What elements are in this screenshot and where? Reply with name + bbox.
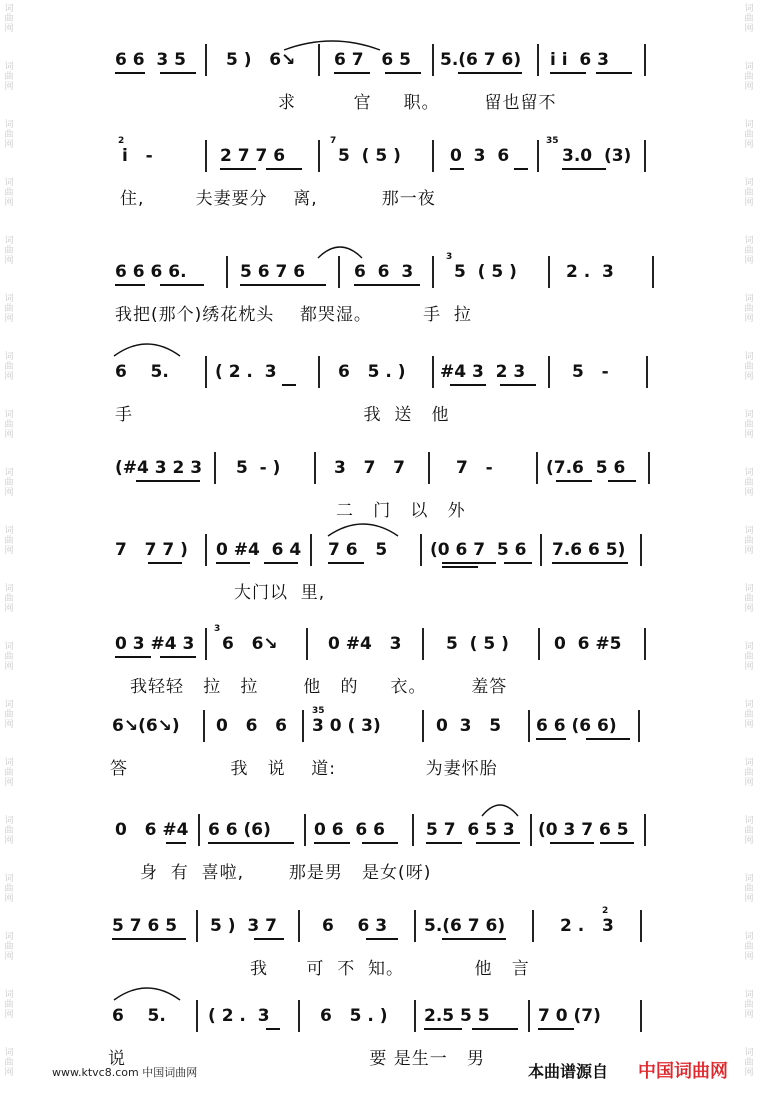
bar-line [414, 1000, 416, 1032]
bar-line [548, 256, 550, 288]
bar-line [538, 628, 540, 660]
bar-line [640, 910, 642, 942]
beam-underline [328, 562, 364, 564]
note-group: 6 6 3 5 [115, 50, 186, 70]
note-group: 5 ) 3 7 [210, 916, 277, 936]
beam-underline [216, 562, 250, 564]
beam-underline [264, 562, 298, 564]
beam-underline [500, 384, 536, 386]
watermark-text: 词 曲 网 [744, 178, 754, 208]
beam-underline [424, 1028, 462, 1030]
watermark-text: 词 曲 网 [4, 642, 14, 672]
watermark-text: 词 曲 网 [744, 4, 754, 34]
note-group: 5 7 6 5 [112, 916, 178, 936]
note-group: 0 3 5 [436, 716, 502, 736]
watermark-text: 词 曲 网 [744, 584, 754, 614]
footer-site-url[interactable]: www.ktvc8.com 中国词曲网 [52, 1066, 198, 1079]
watermark-text: 词 曲 网 [744, 700, 754, 730]
notation-line [0, 528, 760, 574]
beam-underline [266, 168, 302, 170]
bar-line [422, 710, 424, 742]
note-group: (0 6 7 5 6 [430, 540, 527, 560]
grace-note: 2 [118, 136, 125, 146]
bar-line [414, 910, 416, 942]
note-group: 0 #4 3 [328, 634, 402, 654]
beam-underline [136, 480, 200, 482]
beam-underline [334, 72, 370, 74]
beam-underline [208, 842, 294, 844]
notation-line [0, 904, 760, 950]
bar-line [644, 814, 646, 846]
watermark-text: 词 曲 网 [4, 62, 14, 92]
watermark-text: 词 曲 网 [4, 410, 14, 440]
slur-arc [112, 340, 182, 358]
bar-line [412, 814, 414, 846]
lyric-line: 答 我 说 道: 为妻怀胎 [110, 759, 498, 779]
beam-underline [450, 384, 486, 386]
bar-line [310, 534, 312, 566]
bar-line [644, 628, 646, 660]
watermark-text: 词 曲 网 [4, 584, 14, 614]
beam-underline [586, 738, 630, 740]
watermark-text: 词 曲 网 [4, 352, 14, 382]
notation-line [0, 808, 760, 854]
beam-underline [442, 566, 478, 568]
beam-underline [160, 72, 196, 74]
beam-underline [112, 938, 186, 940]
note-group: 6 6 3 [354, 262, 414, 282]
beam-underline [442, 562, 496, 564]
bar-line [205, 534, 207, 566]
notation-line [0, 704, 760, 750]
bar-line [196, 1000, 198, 1032]
bar-line [318, 356, 320, 388]
bar-line [638, 710, 640, 742]
bar-line [306, 628, 308, 660]
bar-line [648, 452, 650, 484]
lyric-line: 住, 夫妻要分 离, 那一夜 [120, 189, 436, 209]
beam-underline [596, 72, 632, 74]
bar-line [530, 814, 532, 846]
watermark-text: 词 曲 网 [4, 758, 14, 788]
note-group: 0 6 6 6 [314, 820, 385, 840]
beam-underline [562, 168, 606, 170]
note-group: 6 7 6 5 [334, 50, 411, 70]
bar-line [338, 256, 340, 288]
watermark-text: 词 曲 网 [744, 758, 754, 788]
bar-line [205, 356, 207, 388]
notation-line [0, 250, 760, 296]
note-group: 0 #4 6 4 [216, 540, 302, 560]
beam-underline [550, 842, 594, 844]
note-group: 5 ) 6↘ [226, 50, 296, 70]
beam-underline [266, 1028, 280, 1030]
note-group: (0 3 7 6 5 [538, 820, 629, 840]
note-group: 7 6 5 [328, 540, 388, 560]
grace-note: 35 [312, 706, 325, 716]
beam-underline [600, 842, 634, 844]
watermark-text: 词 曲 网 [4, 700, 14, 730]
lyric-line: 我轻轻 拉 拉 他 的 衣。 羞答 [130, 677, 508, 697]
watermark-text: 词 曲 网 [744, 526, 754, 556]
beam-underline [115, 72, 145, 74]
bar-line [536, 452, 538, 484]
notation-line [0, 994, 760, 1040]
beam-underline [450, 168, 464, 170]
watermark-text: 词 曲 网 [4, 468, 14, 498]
note-group: 0 3 #4 3 [115, 634, 195, 654]
beam-underline [166, 842, 186, 844]
beam-underline [366, 938, 398, 940]
note-group: 5 7 6 5 3 [426, 820, 515, 840]
beam-underline [556, 480, 592, 482]
bar-line [652, 256, 654, 288]
note-group: 6 6 (6 6) [536, 716, 617, 736]
note-group: 7 - [456, 458, 493, 478]
grace-note: 3 [446, 252, 453, 262]
note-group: 5.(6 7 6) [440, 50, 522, 70]
bar-line [205, 44, 207, 76]
bar-line [420, 534, 422, 566]
bar-line [226, 256, 228, 288]
beam-underline [514, 168, 528, 170]
note-group: 6 6↘ [222, 634, 278, 654]
note-group: 2.5 5 5 [424, 1006, 490, 1026]
note-group: 2 7 7 6 [220, 146, 286, 166]
note-group: (7.6 5 6 [546, 458, 626, 478]
note-group: 7 0 (7) [538, 1006, 601, 1026]
note-group: i i 6 3 [550, 50, 609, 70]
note-group: 0 6 6 [216, 716, 287, 736]
watermark-text: 词 曲 网 [744, 932, 754, 962]
beam-underline [608, 480, 636, 482]
bar-line [203, 710, 205, 742]
note-group: 0 6 #4 [115, 820, 189, 840]
slur-arc [480, 800, 520, 818]
slur-arc [112, 984, 182, 1002]
lyric-line: 说 要 是生一 男 [108, 1049, 485, 1069]
bar-line [640, 534, 642, 566]
watermark-text: 词 曲 网 [4, 874, 14, 904]
bar-line [644, 140, 646, 172]
watermark-text: 词 曲 网 [4, 4, 14, 34]
beam-underline [160, 656, 196, 658]
bar-line [528, 1000, 530, 1032]
bar-line [532, 910, 534, 942]
note-group: 5 - [572, 362, 609, 382]
watermark-text: 词 曲 网 [4, 236, 14, 266]
note-group: 5 ( 5 ) [338, 146, 401, 166]
watermark-text: 词 曲 网 [4, 120, 14, 150]
note-group: 7.6 6 5) [552, 540, 626, 560]
lyric-line: 我把(那个)绣花枕头 都哭湿。 手 拉 [115, 305, 472, 325]
beam-underline [148, 562, 182, 564]
grace-note: 35 [546, 136, 559, 146]
beam-underline [550, 72, 586, 74]
bar-line [304, 814, 306, 846]
bar-line [428, 452, 430, 484]
note-group: 3.0 (3) [562, 146, 632, 166]
note-group: 3 0 ( 3) [312, 716, 381, 736]
lyric-line: 大门以 里, [234, 583, 326, 603]
beam-underline [476, 842, 520, 844]
slur-arc [326, 520, 400, 538]
beam-underline [385, 72, 421, 74]
watermark-text: 词 曲 网 [4, 294, 14, 324]
notation-line [0, 38, 760, 84]
watermark-text: 词 曲 网 [744, 468, 754, 498]
note-group: 5 - ) [236, 458, 281, 478]
beam-underline [240, 284, 326, 286]
lyric-line: 二 门 以 外 [336, 501, 466, 521]
watermark-text: 词 曲 网 [4, 932, 14, 962]
slur-arc [316, 242, 364, 260]
note-group: 5.(6 7 6) [424, 916, 506, 936]
watermark-text: 词 曲 网 [744, 874, 754, 904]
watermark-text: 词 曲 网 [744, 1048, 754, 1078]
note-group: 7 7 7 ) [115, 540, 188, 560]
bar-line [314, 452, 316, 484]
watermark-text: 词 曲 网 [744, 352, 754, 382]
watermark-text: 词 曲 网 [4, 816, 14, 846]
bar-line [548, 356, 550, 388]
watermark-text: 词 曲 网 [744, 62, 754, 92]
note-group: 6 6 6 6. [115, 262, 187, 282]
beam-underline [282, 384, 296, 386]
note-group: 6 6 (6) [208, 820, 271, 840]
watermark-text: 词 曲 网 [744, 990, 754, 1020]
grace-note: 2 [602, 906, 609, 916]
footer-source-label: 本曲谱源自 [528, 1062, 609, 1081]
lyric-line: 我 可 不 知。 他 言 [250, 959, 530, 979]
beam-underline [458, 72, 522, 74]
notation-line [0, 446, 760, 492]
beam-underline [362, 842, 398, 844]
note-group: 6↘(6↘) [112, 716, 180, 736]
watermark-text: 词 曲 网 [744, 642, 754, 672]
bar-line [422, 628, 424, 660]
beam-underline [504, 562, 532, 564]
bar-line [540, 534, 542, 566]
bar-line [205, 140, 207, 172]
notation-line [0, 622, 760, 668]
note-group: 6 5. [115, 362, 169, 382]
note-group: 5 6 7 6 [240, 262, 306, 282]
note-group: i - [122, 146, 153, 166]
note-group: #4 3 2 3 [440, 362, 526, 382]
bar-line [432, 356, 434, 388]
note-group: 2 . 3 [566, 262, 614, 282]
beam-underline [254, 938, 284, 940]
watermark-text: 词 曲 网 [744, 816, 754, 846]
bar-line [537, 44, 539, 76]
bar-line [298, 910, 300, 942]
bar-line [214, 452, 216, 484]
watermark-text: 词 曲 网 [4, 526, 14, 556]
bar-line [537, 140, 539, 172]
note-group: 6 5 . ) [320, 1006, 388, 1026]
bar-line [302, 710, 304, 742]
bar-line [432, 44, 434, 76]
note-group: 6 5. [112, 1006, 166, 1026]
watermark-text: 词 曲 网 [744, 120, 754, 150]
note-group: 5 ( 5 ) [454, 262, 517, 282]
note-group: ( 2 . 3 [208, 1006, 270, 1026]
note-group: 0 3 6 [450, 146, 510, 166]
bar-line [432, 256, 434, 288]
note-group: 2 . 3 [560, 916, 614, 936]
beam-underline [472, 1028, 518, 1030]
bar-line [644, 44, 646, 76]
notation-line [0, 134, 760, 180]
note-group: 0 6 #5 [554, 634, 622, 654]
watermark-text: 词 曲 网 [4, 990, 14, 1020]
bar-line [432, 140, 434, 172]
note-group: 6 5 . ) [338, 362, 406, 382]
beam-underline [426, 842, 462, 844]
bar-line [318, 140, 320, 172]
note-group: 5 ( 5 ) [446, 634, 509, 654]
note-group: 3 7 7 [334, 458, 405, 478]
beam-underline [536, 738, 566, 740]
watermark-text: 词 曲 网 [4, 1048, 14, 1078]
notation-line [0, 350, 760, 396]
beam-underline [538, 1028, 574, 1030]
beam-underline [442, 938, 506, 940]
lyric-line: 手 我 送 他 [115, 405, 450, 425]
note-group: 6 6 3 [322, 916, 388, 936]
beam-underline [115, 656, 151, 658]
lyric-line: 身 有 喜啦, 那是男 是女(呀) [140, 863, 432, 883]
bar-line [640, 1000, 642, 1032]
bar-line [196, 910, 198, 942]
beam-underline [314, 842, 350, 844]
grace-note: 7 [330, 136, 337, 146]
bar-line [528, 710, 530, 742]
lyric-line: 求 官 职。 留也留不 [278, 93, 557, 113]
bar-line [298, 1000, 300, 1032]
note-group: ( 2 . 3 [215, 362, 277, 382]
beam-underline [552, 562, 628, 564]
bar-line [205, 628, 207, 660]
footer-source-site[interactable]: 中国词曲网 [638, 1061, 728, 1082]
beam-underline [160, 284, 204, 286]
watermark-text: 词 曲 网 [744, 236, 754, 266]
beam-underline [220, 168, 256, 170]
watermark-text: 词 曲 网 [744, 410, 754, 440]
beam-underline [354, 284, 420, 286]
note-group: (#4 3 2 3 [115, 458, 203, 478]
grace-note: 3 [214, 624, 221, 634]
beam-underline [115, 284, 145, 286]
bar-line [646, 356, 648, 388]
watermark-text: 词 曲 网 [4, 178, 14, 208]
bar-line [198, 814, 200, 846]
watermark-text: 词 曲 网 [744, 294, 754, 324]
